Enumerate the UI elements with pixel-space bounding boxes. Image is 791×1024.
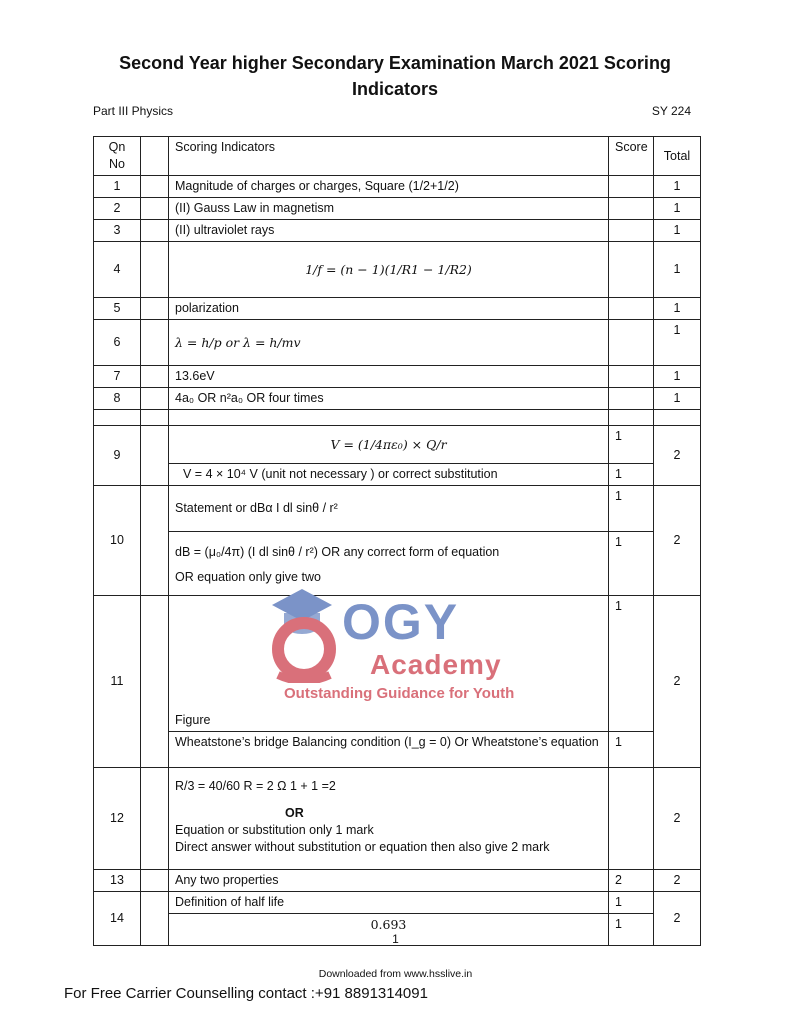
indicator-note: OR equation only give two — [175, 570, 321, 584]
total: 1 — [654, 176, 701, 198]
indicator: 13.6eV — [169, 366, 609, 388]
table-row — [94, 298, 701, 320]
indicator: Wheatstone’s bridge Balancing condition (I_g = 0) Or Wheatstone’s equation — [169, 732, 609, 768]
header-no: No — [109, 157, 125, 171]
score: 1 — [609, 914, 654, 946]
table-row — [94, 464, 701, 486]
table-row — [94, 176, 701, 198]
table-row — [94, 220, 701, 242]
logo-ogy-text: OGY — [342, 594, 460, 650]
indicator: Magnitude of charges or charges, Square (1/2+1/2) — [169, 176, 609, 198]
page-number: 1 — [392, 932, 399, 946]
document-title — [95, 50, 695, 102]
subject-label: Part III Physics — [93, 104, 174, 118]
download-source: Downloaded from www.hsslive.in — [318, 968, 473, 980]
contact-footer: For Free Carrier Counselling contact :+91 8891314091 — [64, 985, 428, 1002]
total: 1 — [654, 198, 701, 220]
total: 1 — [654, 388, 701, 410]
title-line-1: Second Year higher Secondary Examination March 2021 Scoring — [119, 53, 671, 73]
scoring-table — [93, 136, 701, 946]
paper-code: SY 224 — [651, 104, 691, 118]
total: 2 — [654, 596, 701, 768]
qn: 9 — [94, 426, 141, 486]
qn: 11 — [94, 596, 141, 768]
or-label: OR — [285, 806, 304, 820]
qn: 5 — [94, 298, 141, 320]
logo-tagline: Outstanding Guidance for Youth — [284, 685, 515, 702]
total: 1 — [654, 298, 701, 320]
header-indicators: Scoring Indicators — [169, 137, 609, 176]
qn: 4 — [94, 242, 141, 298]
table-row — [94, 388, 701, 410]
indicator: polarization — [169, 298, 609, 320]
logo-academy-text: Academy — [370, 649, 502, 680]
table-row — [94, 768, 701, 870]
qn: 10 — [94, 486, 141, 596]
indicator: (II) ultraviolet rays — [169, 220, 609, 242]
indicator: V = 4 × 10⁴ V (unit not necessary ) or correct substitution — [169, 464, 609, 486]
qn: 14 — [94, 892, 141, 946]
potential-formula: V = (1/4πε₀) × Q/r — [169, 426, 609, 464]
total: 2 — [654, 426, 701, 486]
spacer-row — [94, 410, 701, 426]
table-row — [94, 426, 701, 464]
header-score: Score — [609, 137, 654, 176]
logo-emblem-icon — [262, 583, 352, 683]
score: 1 — [609, 892, 654, 914]
score: 1 — [609, 732, 654, 768]
table-row — [94, 242, 701, 298]
total: 1 — [654, 366, 701, 388]
table-row — [94, 486, 701, 532]
table-row — [94, 366, 701, 388]
title-line-2: Indicators — [351, 79, 439, 99]
header-total: Total — [654, 137, 701, 176]
table-row — [94, 870, 701, 892]
lens-maker-formula: 1/f = (n − 1)(1/R1 − 1/R2) — [169, 242, 609, 298]
indicator: Any two properties — [169, 870, 609, 892]
total: 1 — [654, 242, 701, 298]
indicator-line: Equation or substitution only 1 mark — [175, 823, 374, 837]
indicator: 4a₀ OR n²a₀ OR four times — [169, 388, 609, 410]
half-life-value: 0.693 — [169, 914, 609, 946]
qn: 3 — [94, 220, 141, 242]
biot-savart-statement: Statement or dBα I dl sinθ / r² — [169, 486, 609, 532]
total: 1 — [654, 220, 701, 242]
table-row — [94, 892, 701, 914]
qn: 12 — [94, 768, 141, 870]
qn: 2 — [94, 198, 141, 220]
total: 2 — [654, 486, 701, 596]
total: 2 — [654, 768, 701, 870]
de-broglie-formula: λ = h/p or λ = h/mv — [169, 320, 609, 366]
total: 2 — [654, 892, 701, 946]
watermark-logo — [262, 583, 532, 713]
header-qn: Qn — [108, 140, 126, 154]
indicator-line: R/3 = 40/60 R = 2 Ω 1 + 1 =2 — [175, 779, 336, 793]
score: 1 — [609, 464, 654, 486]
total: 2 — [654, 870, 701, 892]
table-row — [94, 320, 701, 366]
indicator: (II) Gauss Law in magnetism — [169, 198, 609, 220]
qn: 8 — [94, 388, 141, 410]
indicator-line: Direct answer without substitution or equation then also give 2 mark — [175, 840, 550, 854]
table-row — [94, 732, 701, 768]
biot-savart-equation: dB = (μ₀/4π) (I dl sinθ / r²) OR any correct form of equation — [175, 545, 500, 559]
figure-label: Figure — [169, 596, 609, 732]
score: 2 — [609, 870, 654, 892]
qn: 6 — [94, 320, 141, 366]
score: 1 — [609, 532, 654, 596]
qn: 1 — [94, 176, 141, 198]
score: 1 — [609, 596, 654, 732]
score: 1 — [609, 426, 654, 464]
indicator: Definition of half life — [169, 892, 609, 914]
table-row — [94, 198, 701, 220]
total: 1 — [654, 320, 701, 366]
qn: 7 — [94, 366, 141, 388]
table-header-row — [94, 137, 701, 176]
score: 1 — [609, 486, 654, 532]
qn: 13 — [94, 870, 141, 892]
